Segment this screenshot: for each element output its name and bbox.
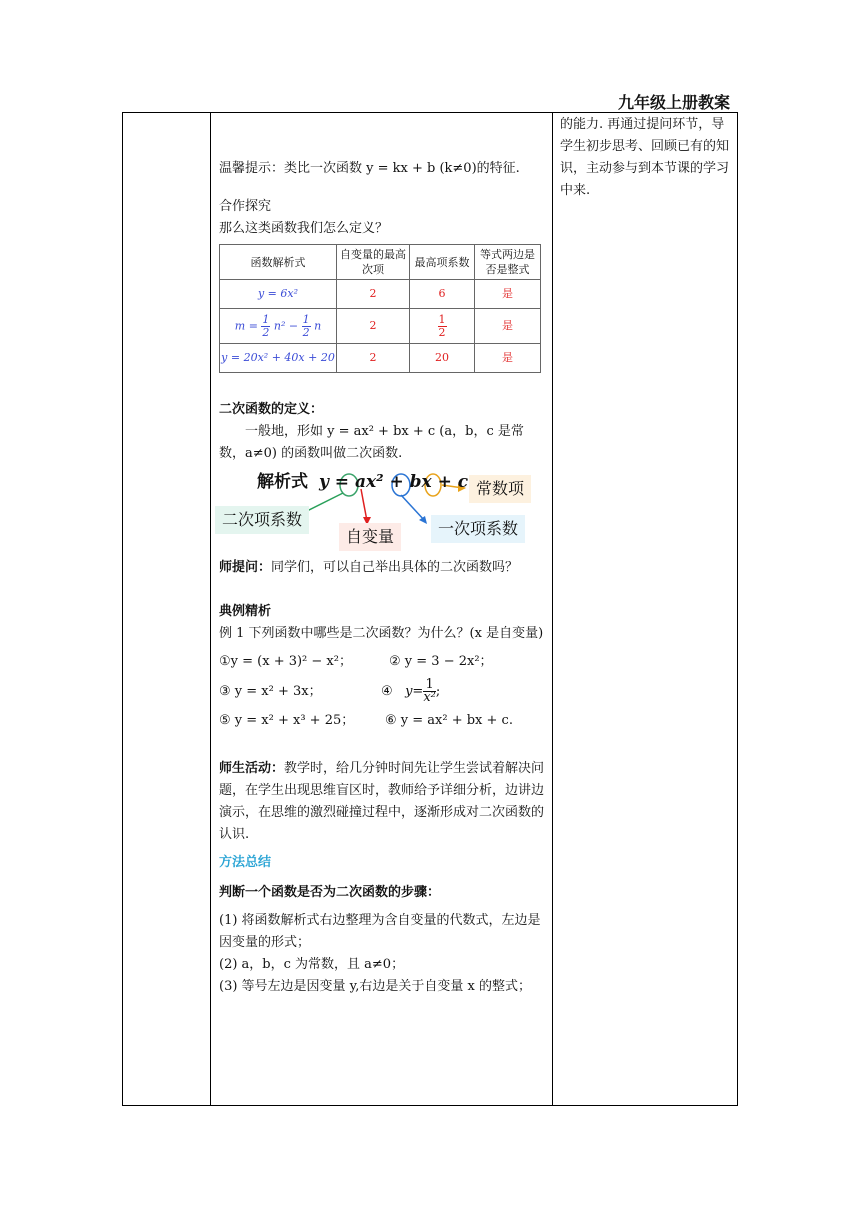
expr-part: m = bbox=[234, 319, 258, 332]
table-cell-whole: 是 bbox=[475, 280, 541, 309]
example-item: ⑥ y = ax² + bx + c. bbox=[385, 713, 513, 728]
steps-heading: 判断一个函数是否为二次函数的步骤： bbox=[219, 885, 441, 900]
table-header: 等式两边是否是整式 bbox=[475, 245, 541, 280]
example-item-prefix: ④ bbox=[381, 684, 393, 699]
table-header-row bbox=[220, 245, 541, 280]
table-cell-whole: 是 bbox=[475, 309, 541, 344]
table-cell-expr bbox=[220, 309, 337, 344]
table-cell-whole: 是 bbox=[475, 344, 541, 373]
design-intent-column bbox=[560, 114, 732, 202]
example-item-suffix: ; bbox=[435, 684, 441, 699]
table-row bbox=[220, 344, 541, 373]
page-header-title: 九年级上册教案 bbox=[617, 93, 730, 112]
table-cell-coef: 6 bbox=[410, 280, 475, 309]
example-question: 例 1 下列函数中哪些是二次函数？为什么？(x 是自变量) bbox=[219, 626, 544, 641]
fraction bbox=[423, 679, 436, 704]
table-cell-deg: 2 bbox=[337, 309, 410, 344]
table-header: 自变量的最高次项 bbox=[337, 245, 410, 280]
activity-body: 教学时，给几分钟时间先让学生尝试着解决问题，在学生出现思维盲区时，教师给予详细分析，边讲边演示，在思维的激烈碰撞过程中，逐渐形成对二次函数的认识. bbox=[219, 761, 545, 842]
example-item: ③ y = x² + 3x； bbox=[219, 684, 322, 699]
explore-heading: 合作探究 bbox=[219, 199, 272, 214]
teacher-question-text: 同学们，可以自己举出具体的二次函数吗？ bbox=[271, 560, 519, 575]
fraction bbox=[261, 314, 270, 339]
fraction-num: 1 bbox=[438, 312, 446, 326]
activity-label: 师生活动： bbox=[219, 761, 285, 776]
diagram-label: 解析式 bbox=[257, 472, 308, 492]
table-cell-expr: y = 20x² + 40x + 20 bbox=[220, 344, 337, 373]
tip-text: 温馨提示：类比一次函数 y = kx + b (k≠0)的特征. bbox=[219, 161, 520, 176]
column-divider-1 bbox=[210, 112, 211, 1106]
expr-part: n² − bbox=[273, 319, 299, 332]
fraction-num: 1 bbox=[262, 312, 270, 326]
table-row bbox=[220, 309, 541, 344]
example-item: ⑤ y = x² + x³ + 25； bbox=[219, 713, 355, 728]
fraction-den: 2 bbox=[438, 325, 446, 339]
const-term-box: 常数项 bbox=[469, 475, 531, 503]
table-header: 函数解析式 bbox=[220, 245, 337, 280]
fraction-den: 2 bbox=[262, 325, 270, 339]
definition-text: 一般地，形如 y = ax² + bx + c (a，b，c 是常数，a≠0) 的函数叫做二次函数. bbox=[219, 424, 524, 461]
example-heading: 典例精析 bbox=[219, 604, 272, 619]
step-1: (1) 将函数解析式右边整理为含自变量的代数式，左边是因变量的形式； bbox=[219, 913, 541, 950]
method-heading: 方法总结 bbox=[219, 855, 272, 870]
table-cell-deg: 2 bbox=[337, 344, 410, 373]
teaching-process-column bbox=[219, 112, 545, 998]
design-intent-text: 的能力. 再通过提问环节，导学生初步思考、回顾已有的知识，主动参与到本节课的学习中来. bbox=[560, 117, 730, 198]
diagram-formula: y = ax² + bx + c bbox=[319, 472, 469, 492]
activity-text bbox=[219, 758, 545, 846]
example-item: ② y = 3 − 2x²； bbox=[389, 654, 493, 669]
expr-part: n bbox=[314, 319, 322, 332]
step-3: (3) 等号左边是因变量 y,右边是关于自变量 x 的整式； bbox=[219, 979, 532, 994]
teacher-question bbox=[219, 557, 545, 579]
table-header: 最高项系数 bbox=[410, 245, 475, 280]
fraction-num: 1 bbox=[302, 312, 310, 326]
table-cell-coef: 20 bbox=[410, 344, 475, 373]
example-items bbox=[219, 651, 545, 732]
step-2: (2) a，b，c 为常数，且 a≠0； bbox=[219, 957, 405, 972]
example-item bbox=[381, 677, 441, 705]
table-cell-coef bbox=[410, 309, 475, 344]
teacher-question-label: 师提问： bbox=[219, 560, 272, 575]
lin-coef-box: 一次项系数 bbox=[431, 515, 525, 543]
table-cell-expr: y = 6x² bbox=[220, 280, 337, 309]
column-divider-2 bbox=[552, 112, 553, 1106]
table-cell-deg: 2 bbox=[337, 280, 410, 309]
table-row bbox=[220, 280, 541, 309]
quadratic-parts-diagram bbox=[215, 471, 555, 553]
example-item-lhs: y= bbox=[405, 684, 424, 699]
fraction-den: 2 bbox=[302, 325, 310, 339]
fraction-den: x² bbox=[423, 690, 436, 705]
fraction-num: 1 bbox=[423, 679, 436, 692]
fraction bbox=[302, 314, 311, 339]
variable-box: 自变量 bbox=[339, 523, 401, 551]
example-item: ①y = (x + 3)² − x²； bbox=[219, 654, 352, 669]
fraction bbox=[438, 314, 447, 339]
quad-coef-box: 二次项系数 bbox=[215, 506, 309, 534]
explore-question: 那么这类函数我们怎么定义？ bbox=[219, 221, 389, 236]
function-table bbox=[219, 244, 541, 373]
definition-heading: 二次函数的定义： bbox=[219, 402, 324, 417]
